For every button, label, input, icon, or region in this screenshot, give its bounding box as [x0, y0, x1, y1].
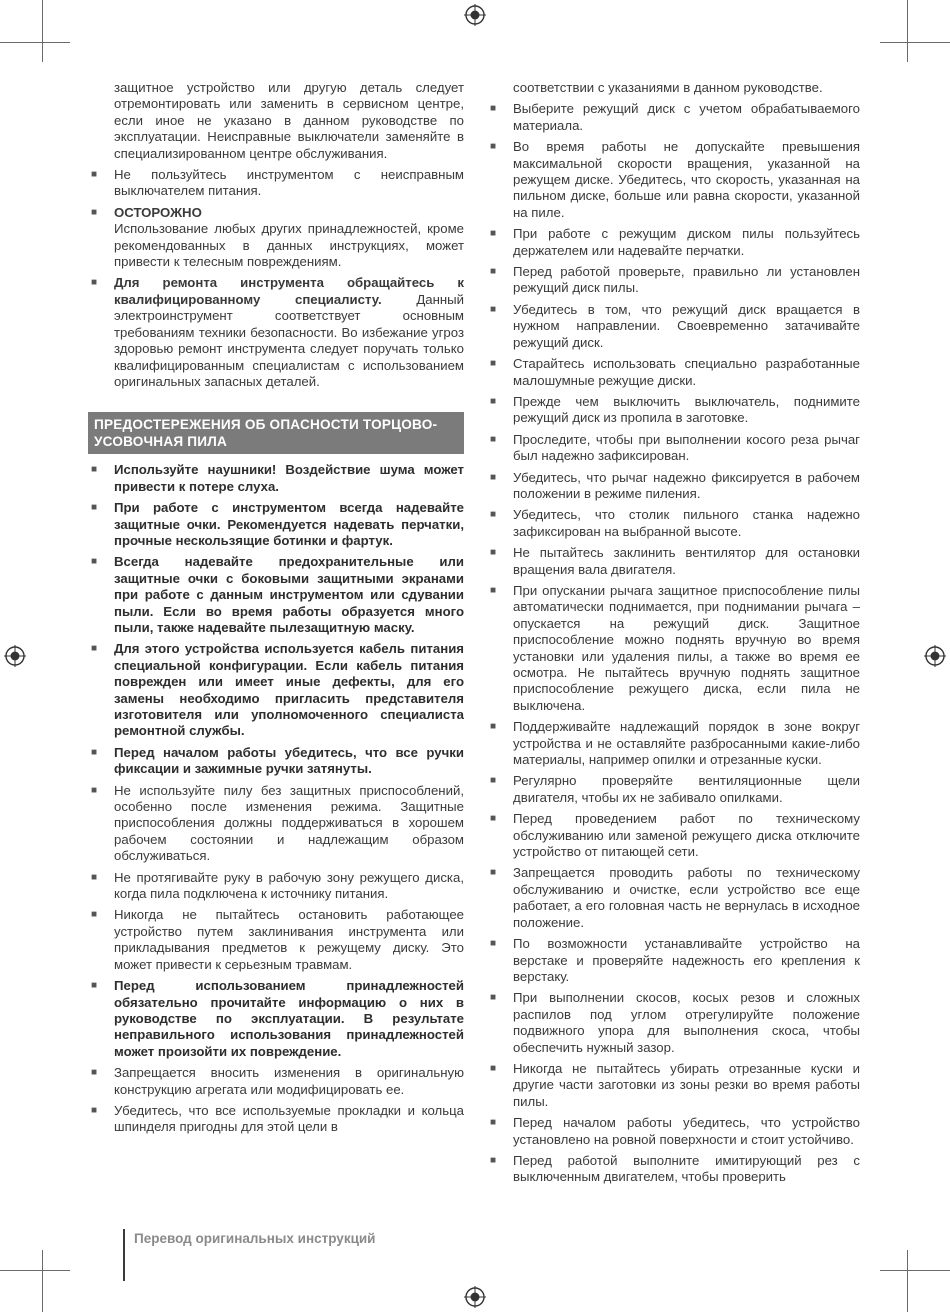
item-text: Поддерживайте надлежащий порядок в зоне вокруг устройства и не оставляйте разбросанными какие-либо материалы, например опилки и отрезанные куски.	[513, 719, 860, 768]
item-text: При работе с инструментом всегда надевайте защитные очки. Рекомендуется надевать перчатки, прочные нескользящие ботинки и фартук.	[114, 500, 464, 548]
crop-mark-top-left-vertical	[42, 0, 43, 62]
bullet-icon: ■	[490, 509, 497, 521]
list-item	[88, 641, 464, 739]
item-text: Использование любых других принадлежностей, кроме рекомендованных в данных инструкциях, может привести к телесным повреждениям.	[114, 221, 464, 270]
item-text: Используйте наушники! Воздействие шума может привести к потере слуха.	[114, 462, 464, 494]
bullet-icon: ■	[91, 980, 98, 992]
item-text: Перед проведением работ по техническому обслуживанию или заменой режущего диска отключите устройство от питающей сети.	[513, 811, 860, 860]
bullet-icon: ■	[490, 775, 497, 787]
bullet-icon: ■	[490, 992, 497, 1004]
list-item	[88, 978, 464, 1060]
crop-mark-top-left	[0, 42, 70, 43]
bullet-icon: ■	[91, 464, 98, 476]
list-item	[88, 500, 464, 549]
left-column	[88, 80, 464, 1141]
bullet-icon: ■	[91, 206, 98, 218]
crop-mark-bottom-right-vertical	[907, 1250, 908, 1312]
registration-mark-icon	[924, 645, 946, 667]
item-text: Запрещается проводить работы по техническому обслуживанию и очистке, если устройство все еще работает, а его головная часть не вернулась в исходное положение.	[513, 865, 860, 930]
list-item	[88, 1065, 464, 1098]
bullet-icon: ■	[91, 1067, 98, 1079]
bullet-icon: ■	[91, 169, 98, 181]
crop-mark-top-right-vertical	[907, 0, 908, 62]
item-text: При работе с режущим диском пилы пользуйтесь держателем или надевайте перчатки.	[513, 226, 860, 258]
item-text: Всегда надевайте предохранительные или защитные очки с боковыми защитными экранами при работе с данным инструментом или сдувании пыли. Если во время работы образуется много пыли, также надевайте пылезащитную маску.	[114, 554, 464, 635]
list-item	[88, 167, 464, 200]
item-text: Никогда не пытайтесь остановить работающее устройство путем заклинивания инструмента или прикладывания предметов к режущему диску. Это может привести к серьезным травмам.	[114, 907, 464, 972]
item-text: Для этого устройства используется кабель питания специальной конфигурации. Если кабель питания поврежден или имеет иные дефекты, для его замены необходимо пригласить представителя изготовителя или уполномоченного специалиста ремонтной службы.	[114, 641, 464, 739]
list-item	[487, 226, 860, 259]
item-text: Не протягивайте руку в рабочую зону режущего диска, когда пила подключена к источнику питания.	[114, 869, 464, 902]
warning-item	[88, 205, 464, 271]
bullet-icon: ■	[490, 471, 497, 483]
item-text: Убедитесь, что столик пильного станка надежно зафиксирован на выбранной высоте.	[513, 507, 860, 539]
item-text: Никогда не пытайтесь убирать отрезанные куски и другие части заготовки из зоны резки во время работы пилы.	[513, 1060, 860, 1109]
bullet-icon: ■	[91, 746, 98, 758]
list-item	[487, 101, 860, 134]
list-item	[487, 507, 860, 540]
list-item	[487, 719, 860, 768]
list-item	[487, 1061, 860, 1110]
list-item	[88, 745, 464, 778]
bullet-icon: ■	[91, 871, 98, 883]
item-text: Регулярно проверяйте вентиляционные щели двигателя, чтобы их не забивало опилками.	[513, 773, 860, 805]
bullet-icon: ■	[91, 502, 98, 514]
footer-text: Перевод оригинальных инструкций	[134, 1231, 376, 1246]
list-item	[487, 811, 860, 860]
list-item	[487, 1153, 860, 1186]
bullet-icon: ■	[490, 721, 497, 733]
list-item	[487, 302, 860, 351]
list-item	[487, 936, 860, 985]
bullet-icon: ■	[490, 433, 497, 445]
registration-mark-icon	[464, 1286, 486, 1308]
item-text: Перед работой выполните имитирующий рез с выключенным двигателем, чтобы проверить	[513, 1152, 860, 1185]
crop-mark-top-right	[880, 42, 950, 43]
list-item	[88, 783, 464, 865]
item-text: Убедитесь, что рычаг надежно фиксируется в рабочем положении в режиме пиления.	[513, 469, 860, 501]
bullet-icon: ■	[490, 813, 497, 825]
bullet-icon: ■	[490, 938, 497, 950]
list-item	[487, 865, 860, 931]
list-item	[88, 907, 464, 973]
bullet-icon: ■	[91, 556, 98, 568]
list-item	[487, 394, 860, 427]
list-item	[88, 462, 464, 495]
bullet-icon: ■	[490, 141, 497, 153]
list-item	[487, 356, 860, 389]
item-text: Старайтесь использовать специально разработанные малошумные режущие диски.	[513, 356, 860, 388]
item-text: Проследите, чтобы при выполнении косого реза рычаг был надежно зафиксирован.	[513, 431, 860, 464]
list-item	[88, 554, 464, 636]
bullet-icon: ■	[490, 1154, 497, 1166]
registration-mark-icon	[464, 4, 486, 26]
list-item	[487, 990, 860, 1056]
warning-label: ОСТОРОЖНО	[114, 204, 202, 220]
bullet-icon: ■	[91, 784, 98, 796]
item-text: Прежде чем выключить выключатель, поднимите режущий диск из пропила в заготовке.	[513, 393, 860, 426]
list-item	[487, 470, 860, 503]
bullet-icon: ■	[490, 228, 497, 240]
bullet-icon: ■	[490, 103, 497, 115]
item-lead: Для ремонта инструмента обращайтесь к квалифицированному специалисту.	[114, 275, 464, 307]
right-column	[487, 80, 860, 1191]
list-item	[487, 432, 860, 465]
item-text: Перед использованием принадлежностей обязательно прочитайте информацию о них в руководстве по эксплуатации. В результате неправильного использования принадлежностей может произойти их повреждение.	[114, 978, 464, 1059]
item-text: Не пытайтесь заклинить вентилятор для остановки вращения вала двигателя.	[513, 545, 860, 577]
bullet-icon: ■	[490, 547, 497, 559]
item-text: Запрещается вносить изменения в оригинальную конструкцию агрегата или модифицировать ее.	[114, 1065, 464, 1097]
bullet-icon: ■	[490, 395, 497, 407]
bullet-icon: ■	[490, 358, 497, 370]
bullet-icon: ■	[91, 277, 98, 289]
bullet-icon: ■	[91, 643, 98, 655]
item-text: Во время работы не допускайте превышения максимальной скорости вращения, указанной на режущем диске. Убедитесь, что скорость, указанная на пильном диске, больше или равна скорости, указанной на пиле.	[513, 139, 860, 220]
item-text: Не используйте пилу без защитных приспособлений, особенно после изменения режима. Защитные приспособления должны поддерживаться в хорошем рабочем состоянии и надлежащим образом обслуживаться.	[114, 782, 464, 864]
item-text: Перед началом работы убедитесь, что все ручки фиксации и зажимные ручки затянуты.	[114, 744, 464, 777]
item-text: Убедитесь в том, что режущий диск вращается в нужном направлении. Своевременно затачивайте режущий диск.	[513, 301, 860, 350]
bullet-icon: ■	[490, 266, 497, 278]
section-list	[88, 462, 464, 1135]
right-list	[487, 101, 860, 1185]
list-item	[487, 264, 860, 297]
bullet-icon: ■	[91, 1104, 98, 1116]
list-item	[88, 870, 464, 903]
list-item	[487, 545, 860, 578]
item-text: Перед началом работы убедитесь, что устройство установлено на ровной поверхности и стоит устойчиво.	[513, 1115, 860, 1147]
bullet-icon: ■	[490, 1062, 497, 1074]
item-text: Перед работой проверьте, правильно ли установлен режущий диск пилы.	[513, 264, 860, 296]
item-text: Убедитесь, что все используемые прокладки и кольца шпинделя пригодны для этой цели в	[114, 1102, 464, 1135]
crop-mark-bottom-right	[880, 1270, 950, 1271]
continued-paragraph: защитное устройство или другую деталь следует отремонтировать или заменить в сервисном центре, если иное не указано в данном руководстве по эксплуатации. Неисправные выключатели заменяйте в специализированном центре обслуживания.	[114, 80, 464, 161]
continued-paragraph: соответствии с указаниями в данном руководстве.	[513, 80, 823, 95]
bullet-icon: ■	[490, 1117, 497, 1129]
registration-mark-icon	[4, 645, 26, 667]
bullet-icon: ■	[490, 867, 497, 879]
list-item	[487, 583, 860, 714]
bullet-icon: ■	[490, 584, 497, 596]
list-item	[487, 1115, 860, 1148]
crop-mark-bottom-left	[0, 1270, 70, 1271]
item-text: Не пользуйтесь инструментом с неисправным выключателем питания.	[114, 167, 464, 199]
section-title: ПРЕДОСТЕРЕЖЕНИЯ ОБ ОПАСНОСТИ ТОРЦОВО-УСОВОЧНАЯ ПИЛА	[88, 412, 464, 454]
list-item	[487, 773, 860, 806]
list-item	[487, 139, 860, 221]
bullet-icon: ■	[91, 909, 98, 921]
bullet-icon: ■	[490, 303, 497, 315]
list-item	[88, 1103, 464, 1136]
item-text: При выполнении скосов, косых резов и сложных распилов под углом отрегулируйте положение подвижного упора для выполнения скоса, чтобы обеспечить нужный зазор.	[513, 990, 860, 1055]
item-text: Выберите режущий диск с учетом обрабатываемого материала.	[513, 101, 860, 133]
list-item	[88, 275, 464, 390]
item-text: При опускании рычага защитное приспособление пилы автоматически поднимается, при поднимании рычага – опускается на режущий диск. Защитное приспособление можно поднять вручную во время установки или удаления пилы, а также во время ее осмотра. Не пытайтесь вручную поднять защитное приспособление режущего диска, если пила не выключена.	[513, 582, 860, 713]
footer-rule	[123, 1229, 125, 1281]
item-text: По возможности устанавливайте устройство на верстаке и проверяйте надежность его крепления к верстаку.	[513, 936, 860, 984]
crop-mark-bottom-left-vertical	[42, 1250, 43, 1312]
item-text: Данный электроинструмент соответствует основным требованиям техники безопасности. Во избежание угроз здоровью ремонт инструмента следует поручать только квалифицированным специалистам с использованием оригинальных запасных деталей.	[114, 291, 464, 389]
